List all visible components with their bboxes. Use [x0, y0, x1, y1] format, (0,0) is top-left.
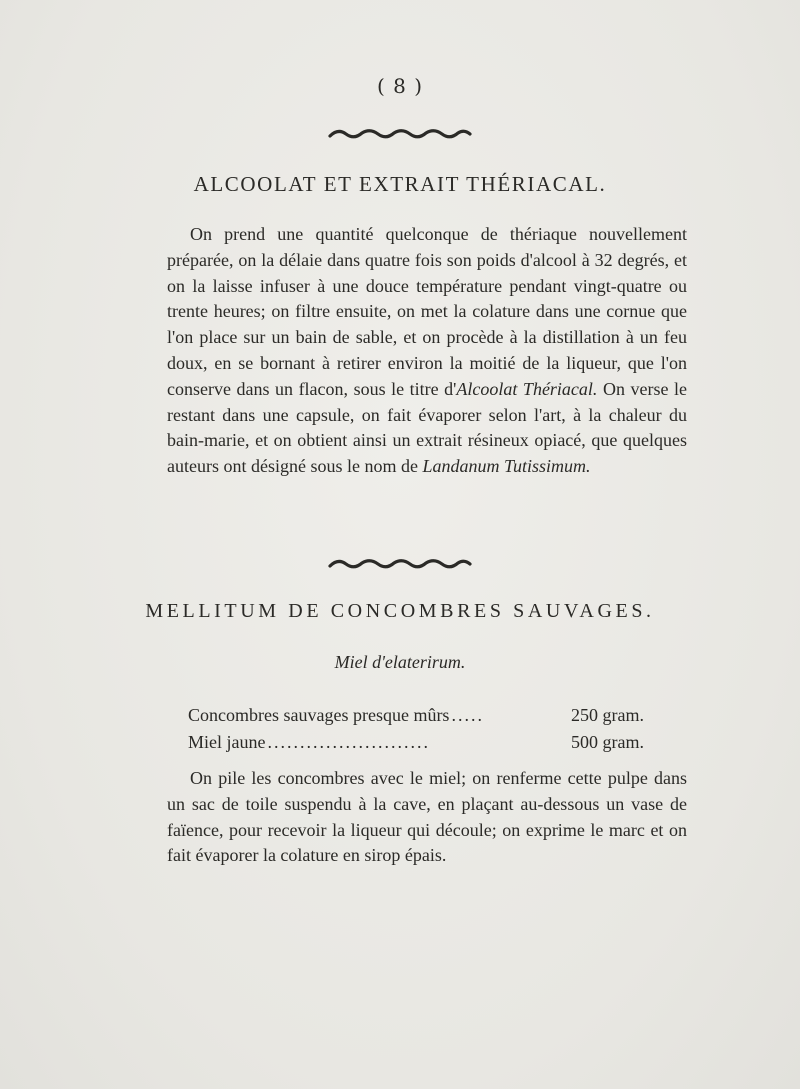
ornamental-divider-middle [0, 556, 800, 575]
section-title-mellitum: MELLITUM DE CONCOMBRES SAUVAGES. [145, 600, 655, 622]
paragraph-mellitum [167, 766, 687, 869]
wave-ornament-icon [328, 127, 472, 141]
wave-ornament-icon [328, 557, 472, 571]
leader-dots: ..... [451, 705, 484, 725]
section-title-alcoolat: ALCOOLAT ET EXTRAIT THÉRIACAL. [193, 172, 607, 196]
ingredient-name: Miel jaune [188, 732, 266, 752]
italic-term-landanum: Landanum Tutissimum. [422, 456, 591, 477]
ingredient-list [188, 702, 644, 756]
ornamental-divider-top [0, 126, 800, 145]
leader-dots: ......................... [267, 732, 430, 752]
italic-term-alcoolat: Alcoolat Thériacal. [456, 378, 598, 399]
paragraph-alcoolat [167, 222, 687, 480]
ingredient-row [188, 702, 644, 729]
paragraph-text-mellitum: On pile les concombres avec le miel; on renferme cette pulpe dans un sac de toile suspendu à la cave, en plaçant au-dessous un vase de faïence, pour recevoir la liqueur qui découle; on exprime le marc et on fait évaporer la colature en sirop épais. [167, 768, 687, 866]
ingredient-quantity: 250 gram. [571, 705, 644, 725]
page-number: ( 8 ) [376, 74, 424, 98]
paragraph-text-1: On prend une quantité quelconque de thériaque nouvellement préparée, on la délaie dans quatre fois son poids d'alcool à 32 degrés, et on la laisse infuser à une douce température pendant vingt-quatre ou trente heures; on filtre ensuite, on met la colature dans une cornue que l'on place sur un bain de sable, et on procède à la distillation à un feu doux, en se bornant à retirer environ la moitié de la liqueur, que l'on conserve dans un flacon, sous le titre d' [167, 224, 687, 399]
ingredient-quantity: 500 gram. [571, 732, 644, 752]
ingredient-name: Concombres sauvages presque mûrs [188, 705, 450, 725]
section-subtitle: Miel d'elaterirum. [334, 652, 466, 672]
ingredient-row [188, 729, 644, 756]
paragraph-text-2: On verse le restant dans une capsule, on fait évaporer selon l'art, à la chaleur du bain-marie, et on obtient ainsi un extrait résineux opiacé, que quelques auteurs ont désigné sous le nom de [167, 378, 688, 477]
